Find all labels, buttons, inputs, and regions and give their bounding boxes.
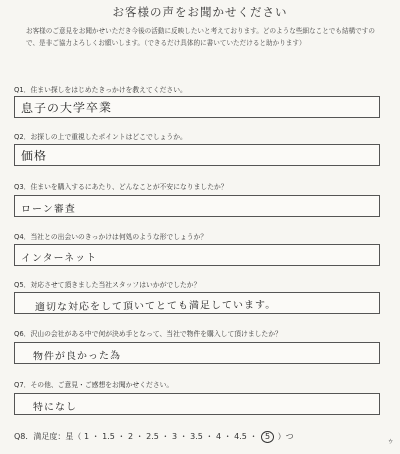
- rating-option-2-5[interactable]: 2.5: [146, 432, 159, 441]
- rating-separator: ・: [114, 432, 128, 441]
- answer-box-5[interactable]: [14, 292, 380, 314]
- question-7-label: Q7．その他、ご意見・ご感想をお聞かせください。: [14, 381, 174, 389]
- satisfaction-rating: [14, 431, 294, 443]
- rating-option-4-5[interactable]: 4.5: [234, 432, 247, 441]
- answer-box-6[interactable]: [14, 342, 380, 364]
- answer-2-text: 価格: [20, 148, 48, 164]
- rating-option-1-5[interactable]: 1.5: [102, 432, 115, 441]
- answer-box-7[interactable]: [14, 393, 380, 415]
- answer-box-4[interactable]: [14, 244, 380, 266]
- rating-options: [84, 432, 275, 441]
- answer-box-1[interactable]: [14, 96, 380, 118]
- answer-5-text: 適切な対応をして頂いてとても満足しています。: [34, 299, 277, 314]
- rating-separator: ・: [246, 432, 260, 441]
- question-4-label: Q4．当社との出会いのきっかけは何処のような形でしょうか？: [14, 233, 208, 241]
- rating-option-4[interactable]: 4: [215, 432, 222, 441]
- intro-text: お客様のご意見をお聞かせいただき今後の活動に反映したいと考えております。どのような些細なことでも結構ですので、是非ご協力よろしくお願いします。（できるだけ具体的に書いていただけると助かります）: [26, 27, 375, 47]
- answer-4-text: インターネット: [20, 252, 98, 265]
- question-5-label: Q5．対応させて頂きました当社スタッフはいかがでしたか？: [14, 281, 201, 289]
- answer-1-text: 息子の大学卒業: [20, 100, 113, 116]
- rating-separator: ・: [158, 432, 172, 441]
- page-title: お客様の声をお聞かせください: [112, 5, 288, 19]
- question-2-label: Q2．お探しの上で重視したポイントはどこでしょうか。: [14, 133, 187, 141]
- question-6-label: Q6．沢山の会社がある中で何が決め手となって、当社で物件を購入して頂けましたか？: [14, 330, 282, 338]
- rating-separator: ・: [177, 432, 191, 441]
- rating-option-1[interactable]: 1: [83, 432, 90, 441]
- rating-option-2[interactable]: 2: [127, 432, 134, 441]
- answer-6-text: 物件が良かった為: [32, 350, 122, 363]
- answer-7-text: 特になし: [32, 401, 78, 414]
- q8-label: Q8．満足度：星（: [14, 432, 82, 441]
- rating-option-3-5[interactable]: 3.5: [190, 432, 203, 441]
- q8-suffix: ）つ: [277, 432, 294, 441]
- rating-separator: ・: [202, 432, 216, 441]
- answer-3-text: ローン審査: [20, 203, 76, 216]
- rating-separator: ・: [133, 432, 147, 441]
- question-3-label: Q3．住まいを購入するにあたり、どんなことが不安になりましたか？: [14, 183, 228, 191]
- rating-option-5[interactable]: 5: [261, 431, 274, 443]
- edge-mark: ゥ: [387, 437, 394, 445]
- rating-separator: ・: [89, 432, 103, 441]
- rating-option-3[interactable]: 3: [171, 432, 178, 441]
- rating-separator: ・: [221, 432, 235, 441]
- answer-box-2[interactable]: [14, 144, 380, 166]
- answer-box-3[interactable]: [14, 195, 380, 217]
- question-1-label: Q1．住まい探しをはじめたきっかけを教えてください。: [14, 86, 187, 94]
